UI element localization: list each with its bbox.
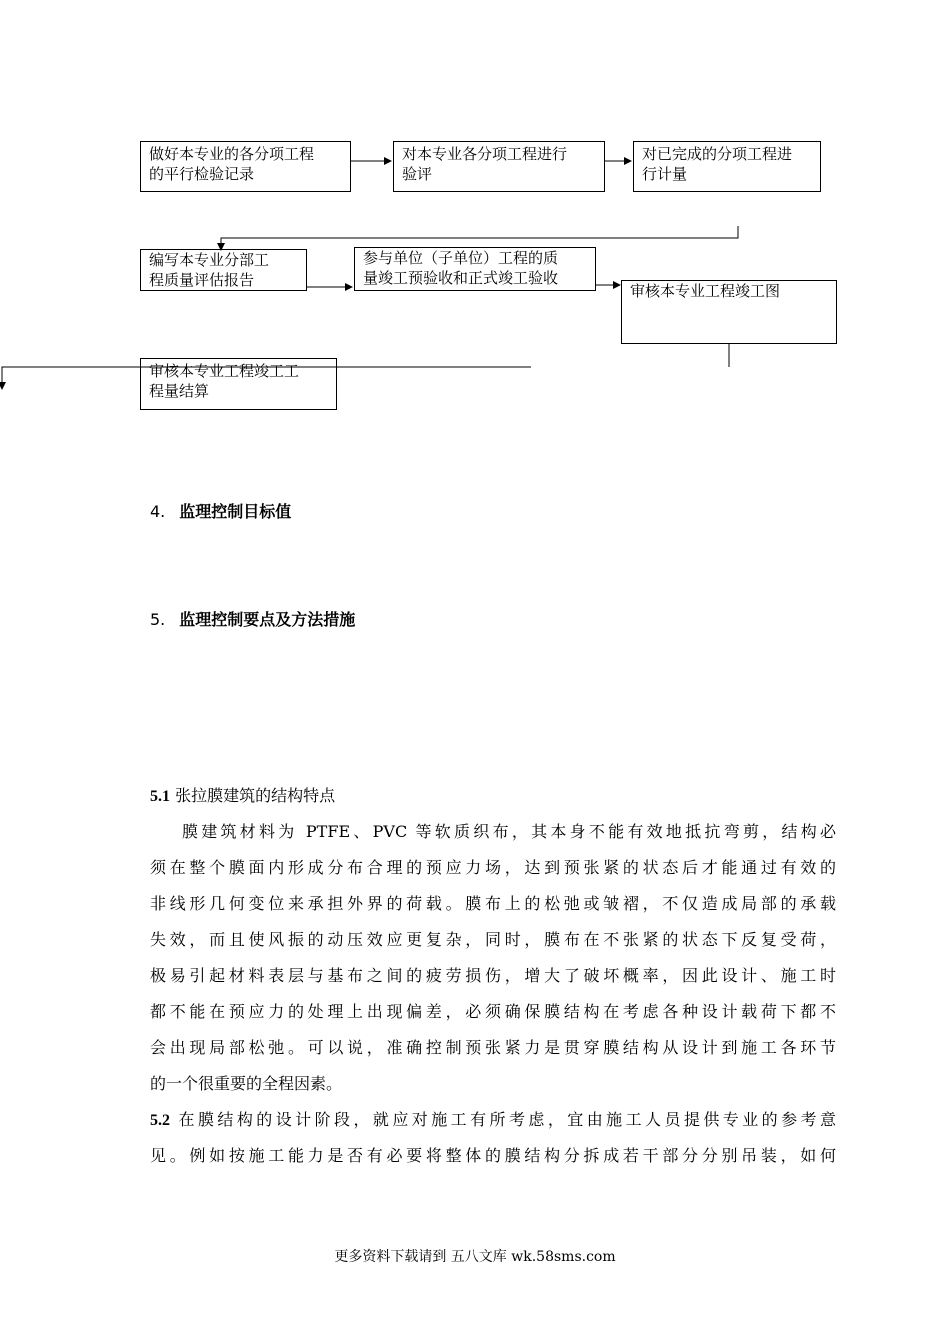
flow-box-measurement xyxy=(633,141,821,192)
flow-box-line: 做好本专业的各分项工程 xyxy=(149,145,315,163)
flow-box-line: 审核本专业工程竣工图 xyxy=(630,282,781,300)
section-number: 5.1 xyxy=(150,788,170,805)
section-5-2-first-line xyxy=(150,1102,836,1138)
paragraph-line: 都不能在预应力的处理上出现偏差，必须确保膜结构在考虑各种设计载荷下都不 xyxy=(150,1002,836,1021)
paragraph-line: 非线形几何变位来承担外界的荷载。膜布上的松弛或皱褶，不仅造成局部的承载 xyxy=(150,894,836,913)
heading-number: 4. xyxy=(150,502,166,521)
flow-box-line: 程量结算 xyxy=(149,382,210,400)
paragraph-line: 的一个很重要的全程因素。 xyxy=(150,1074,343,1093)
page-footer: 更多资料下载请到 五八文库 wk.58sms.com xyxy=(334,1249,616,1265)
paragraph-line: 失效，而且使风振的动压效应更复杂，同时，膜布在不张紧的状态下反复受荷， xyxy=(150,930,836,949)
flow-box-line: 验评 xyxy=(402,165,433,183)
flow-box-line: 参与单位（子单位）工程的质 xyxy=(363,249,559,267)
paragraph-line: 见。例如按施工能力是否有必要将整体的膜结构分拆成若干部分分别吊装，如何 xyxy=(150,1146,836,1165)
flow-box-quantity-settlement xyxy=(140,358,337,410)
flow-box-completion-acceptance xyxy=(354,247,596,291)
flow-box-line: 对已完成的分项工程进 xyxy=(642,145,793,163)
section-title: 张拉膜建筑的结构特点 xyxy=(175,786,336,805)
flow-box-line: 量竣工预验收和正式竣工验收 xyxy=(363,269,559,287)
flow-box-evaluation xyxy=(393,141,605,192)
section-5-1 xyxy=(150,778,836,1174)
section-5-2-text: 在膜结构的设计阶段，就应对施工有所考虑，宜由施工人员提供专业的参考意 xyxy=(178,1110,836,1129)
flow-box-parallel-inspection xyxy=(140,141,351,192)
paragraph-line: 须在整个膜面内形成分布合理的预应力场，达到预张紧的状态后才能通过有效的 xyxy=(150,858,836,877)
heading-text: 监理控制要点及方法措施 xyxy=(179,610,356,629)
flowchart-connectors xyxy=(0,0,950,420)
flow-box-as-built-drawing xyxy=(621,280,837,344)
paragraph-line: 极易引起材料表层与基布之间的疲劳损伤，增大了破坏概率，因此设计、施工时 xyxy=(150,966,836,985)
flow-box-line: 程质量评估报告 xyxy=(149,271,255,289)
section-number: 5.2 xyxy=(150,1112,170,1129)
section-5-1-title xyxy=(150,778,836,814)
flow-box-line: 行计量 xyxy=(642,165,688,183)
flow-box-line: 审核本专业工程竣工工 xyxy=(149,362,300,380)
flow-box-line: 的平行检验记录 xyxy=(149,165,255,183)
heading-text: 监理控制目标值 xyxy=(179,502,292,521)
flow-box-line: 对本专业各分项工程进行 xyxy=(402,145,568,163)
heading-section-5 xyxy=(150,607,355,630)
paragraph-line: 会出现局部松弛。可以说，准确控制预张紧力是贯穿膜结构从设计到施工各环节 xyxy=(150,1038,836,1057)
heading-number: 5. xyxy=(150,610,166,629)
heading-section-4 xyxy=(150,499,291,522)
flow-box-line: 编写本专业分部工 xyxy=(149,251,270,269)
paragraph-line: 膜建筑材料为 PTFE、PVC 等软质织布，其本身不能有效地抵抗弯剪，结构必 xyxy=(182,822,836,841)
flow-box-quality-report xyxy=(140,249,307,291)
